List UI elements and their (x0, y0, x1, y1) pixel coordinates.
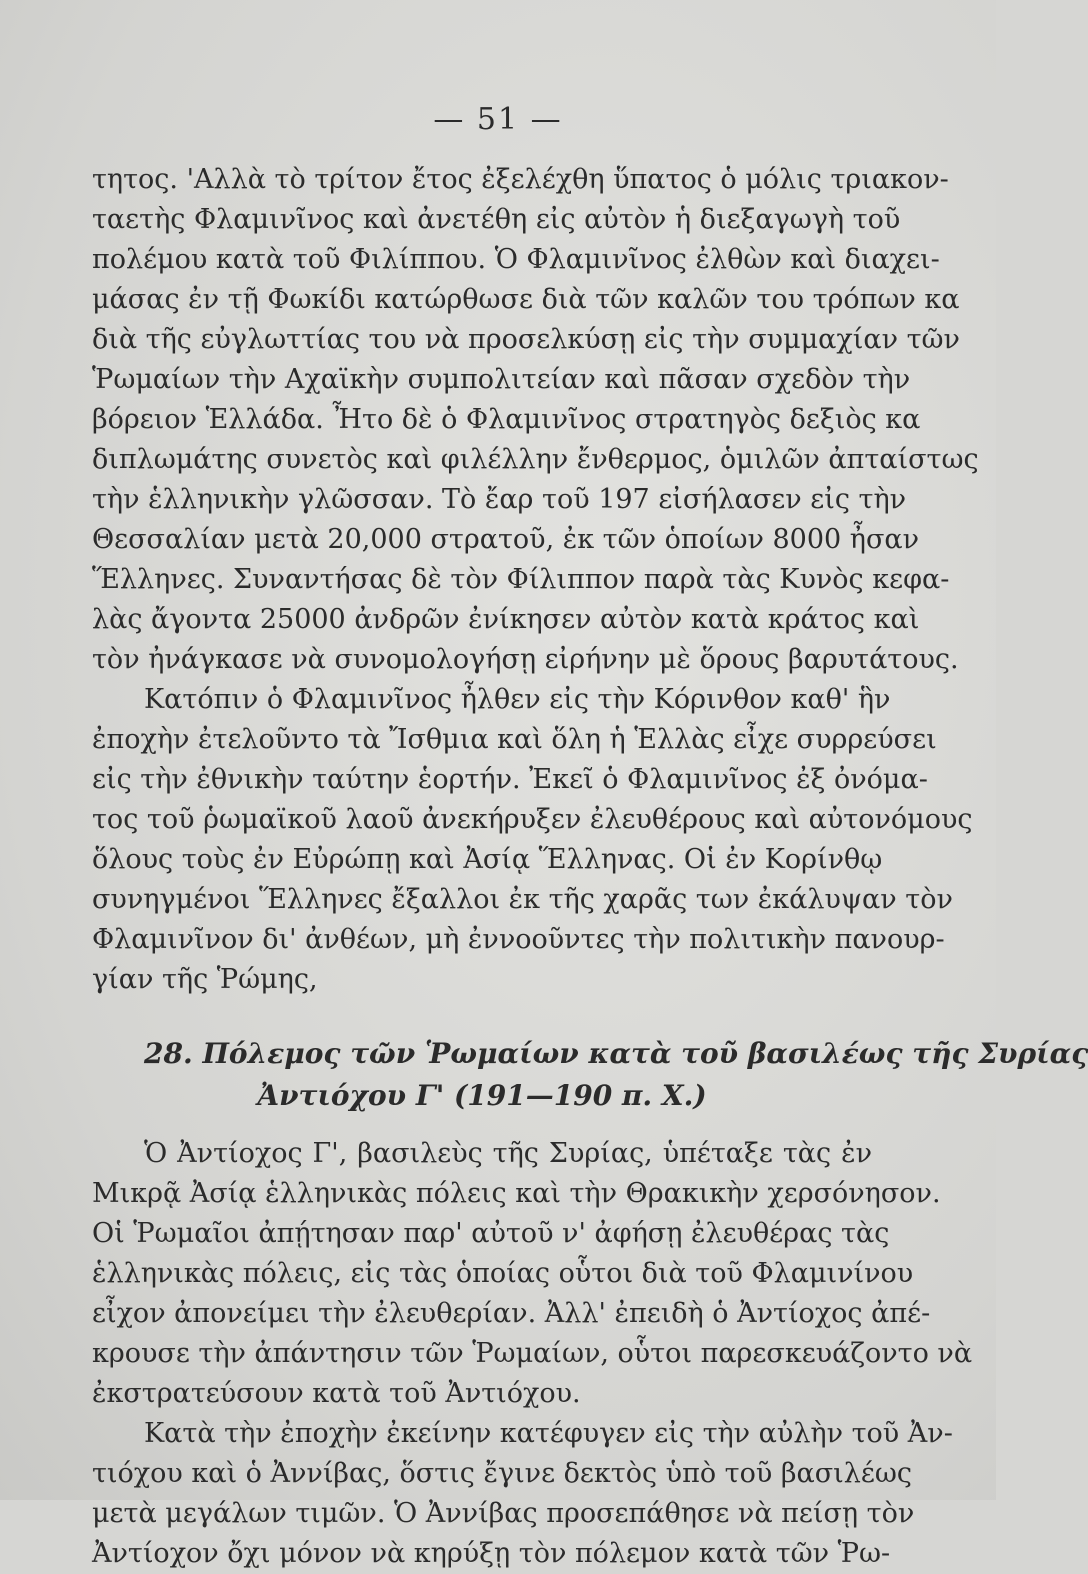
text-line: Οἱ Ῥωμαῖοι ἀπῄτησαν παρ' αὐτοῦ ν' ἀφήσῃ ἐλευθέρας τὰς (92, 1218, 890, 1249)
text-line: Κατὰ τὴν ἐποχὴν ἐκείνην κατέφυγεν εἰς τὴν αὐλὴν τοῦ Ἀν- (144, 1418, 953, 1449)
paragraph-2 (92, 680, 973, 1000)
text-line: ὅλους τοὺς ἐν Εὐρώπῃ καὶ Ἀσίᾳ Ἕλληνας. Οἱ ἐν Κορίνθῳ (92, 844, 883, 875)
text-line: ἐποχὴν ἐτελοῦντο τὰ Ἴσθμια καὶ ὅλη ἡ Ἑλλὰς εἶχε συρρεύσει (92, 724, 937, 755)
text-line: Κατόπιν ὁ Φλαμινῖνος ἦλθεν εἰς τὴν Κόρινθον καθ' ἣν (144, 684, 891, 715)
paragraph-1 (92, 160, 979, 680)
text-line: τητος. 'Αλλὰ τὸ τρίτον ἔτος ἐξελέχθη ὕπατος ὁ μόλις τριακον- (92, 164, 949, 195)
text-line: διπλωμάτης συνετὸς καὶ φιλέλλην ἔνθερμος, ὁμιλῶν ἀπταίστως (92, 444, 979, 475)
paragraph-4 (92, 1414, 953, 1574)
text-line: ἑλληνικὰς πόλεις, εἰς τὰς ὁποίας οὗτοι διὰ τοῦ Φλαμινίνου (92, 1258, 914, 1289)
text-line: τος τοῦ ῥωμαϊκοῦ λαοῦ ἀνεκήρυξεν ἐλευθέρους καὶ αὐτονόμους (92, 804, 973, 835)
text-line: μάσας ἐν τῇ Φωκίδι κατώρθωσε διὰ τῶν καλῶν του τρόπων κα (92, 284, 960, 315)
text-line: Ἀντίοχον ὄχι μόνον νὰ κηρύξῃ τὸν πόλεμον κατὰ τῶν Ῥω- (92, 1538, 891, 1569)
text-line: ἐκστρατεύσουν κατὰ τοῦ Ἀντιόχου. (92, 1378, 581, 1409)
text-line: τὸν ἠνάγκασε νὰ συνομολογήσῃ εἰρήνην μὲ ὅρους βαρυτάτους. (92, 644, 959, 675)
text-line: Ῥωμαίων τὴν Αχαϊκὴν συμπολιτείαν καὶ πᾶσαν σχεδὸν τὴν (92, 364, 911, 395)
text-line: διὰ τῆς εὐγλωττίας του νὰ προσελκύσῃ εἰς τὴν συμμαχίαν τῶν (92, 324, 960, 355)
text-line: Μικρᾷ Ἀσίᾳ ἑλληνικὰς πόλεις καὶ τὴν Θρακικὴν χερσόνησον. (92, 1178, 941, 1209)
text-line: λὰς ἄγοντα 25000 ἀνδρῶν ἐνίκησεν αὐτὸν κατὰ κράτος καὶ (92, 604, 920, 635)
text-line: τὴν ἑλληνικὴν γλῶσσαν. Τὸ ἔαρ τοῦ 197 εἰσήλασεν εἰς τὴν (92, 484, 907, 515)
text-line: συνηγμένοι Ἕλληνες ἔξαλλοι ἐκ τῆς χαρᾶς των ἐκάλυψαν τὸν (92, 884, 953, 915)
text-line: Ἕλληνες. Συναντήσας δὲ τὸν Φίλιππον παρὰ τὰς Κυνὸς κεφα- (92, 564, 950, 595)
text-line: κρουσε τὴν ἀπάντησιν τῶν Ῥωμαίων, οὗτοι παρεσκευάζοντο νὰ (92, 1338, 973, 1369)
page-number: — 51 — (433, 102, 563, 137)
text-line: εἶχον ἀπονείμει τὴν ἐλευθερίαν. Ἀλλ' ἐπειδὴ ὁ Ἀντίοχος ἀπέ- (92, 1298, 931, 1329)
text-line: πολέμου κατὰ τοῦ Φιλίππου. Ὁ Φλαμινῖνος ἐλθὼν καὶ διαχει- (92, 244, 940, 275)
section-heading-line-1: 28. Πόλεμος τῶν Ῥωμαίων κατὰ τοῦ βασιλέως τῆς Συρίας (144, 1037, 1088, 1070)
text-line: γίαν τῆς Ῥώμης, (92, 964, 318, 995)
text-line: ταετὴς Φλαμινῖνος καὶ ἀνετέθη εἰς αὐτὸν ἡ διεξαγωγὴ τοῦ (92, 204, 901, 235)
paragraph-3 (92, 1134, 973, 1414)
text-line: Θεσσαλίαν μετὰ 20,000 στρατοῦ, ἐκ τῶν ὁποίων 8000 ἦσαν (92, 524, 920, 555)
body-text (92, 160, 1088, 1574)
text-line: μετὰ μεγάλων τιμῶν. Ὁ Ἀννίβας προσεπάθησε νὰ πείσῃ τὸν (92, 1498, 915, 1529)
section-heading-line-2: Ἀντιόχου Γ' (191—190 π. Χ.) (257, 1079, 707, 1112)
text-line: τιόχου καὶ ὁ Ἀννίβας, ὅστις ἔγινε δεκτὸς ὑπὸ τοῦ βασιλέως (92, 1458, 912, 1489)
text-line: βόρειον Ἑλλάδα. Ἦτο δὲ ὁ Φλαμινῖνος στρατηγὸς δεξιὸς κα (92, 404, 921, 435)
text-line: Ὁ Ἀντίοχος Γ', βασιλεὺς τῆς Συρίας, ὑπέταξε τὰς ἐν (144, 1138, 872, 1169)
text-line: εἰς τὴν ἐθνικὴν ταύτην ἑορτήν. Ἐκεῖ ὁ Φλαμινῖνος ἐξ ὀνόμα- (92, 764, 928, 795)
text-line: Φλαμινῖνον δι' ἀνθέων, μὴ ἐννοοῦντες τὴν πολιτικὴν πανουρ- (92, 924, 945, 955)
